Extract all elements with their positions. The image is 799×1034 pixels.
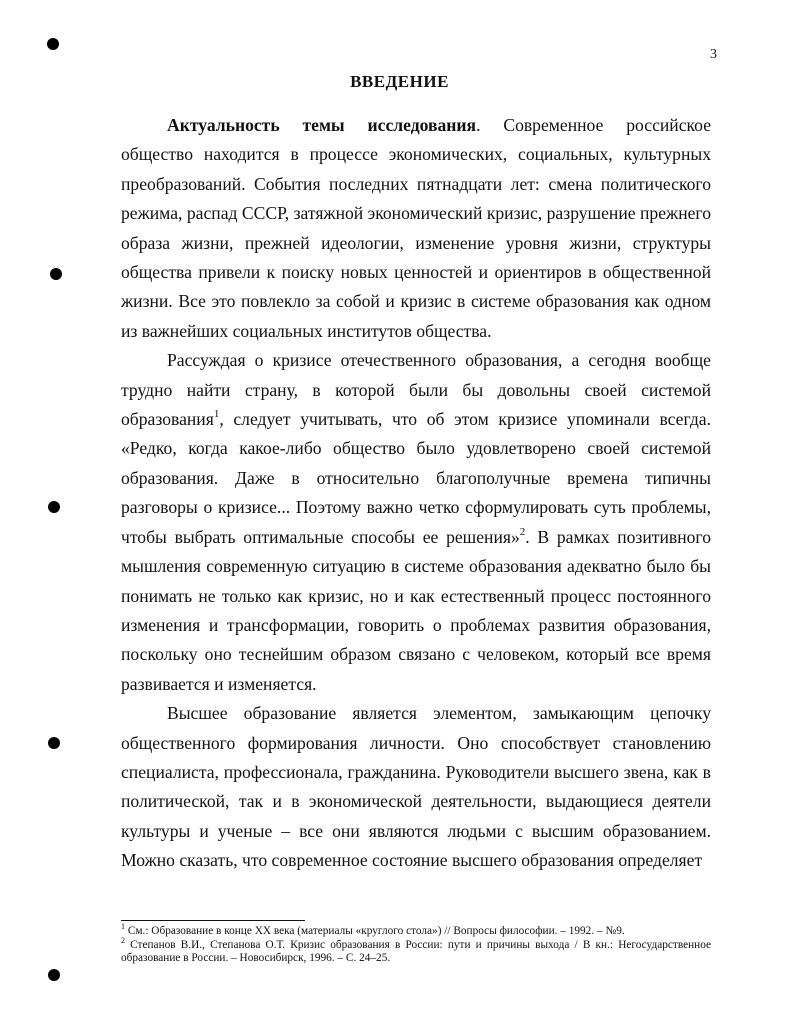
punch-hole-5: [48, 969, 60, 981]
punch-hole-1: [47, 38, 59, 50]
paragraph-text: . Современное российское общество находится в процессе экономических, социальных, культурных преобразований. События последних пятнадцати лет: смена политического режима, распад СССР, затяжной экономический кризис, разрушение прежнего образа жизни, прежней идеологии, изменение уровня жизни, структуры общества привели к поиску новых ценностей и ориентиров в общественной жизни. Все это повлекло за собой и кризис в системе образования как одном из важнейших социальных институтов общества.: [121, 115, 711, 341]
footnote-2: [121, 935, 711, 966]
paragraph-higher-education: [121, 699, 711, 875]
footnote-divider: [121, 920, 305, 921]
punch-hole-4: [48, 737, 60, 749]
paragraph-text: Высшее образование является элементом, замыкающим цепочку общественного формирования личности. Оно способствует становлению специалиста, профессионала, гражданина. Руководители высшего звена, как в политической, так и в экономической деятельности, выдающиеся деятели культуры и ученые – все они являются людьми с высшим образованием. Можно сказать, что современное состояние высшего образования определяет: [121, 703, 711, 871]
main-text: [121, 111, 711, 876]
footnote-ref-2[interactable]: 2: [519, 525, 526, 538]
paragraph-relevance: [121, 111, 711, 346]
paragraph-text: . В рамках позитивного мышления современную ситуацию в системе образования адекватно было бы понимать не только как кризис, но и как естественный процесс постоянного изменения и трансформации, говорить о проблемах развития образования, поскольку оно теснейшим образом связано с человеком, который все время развивается и изменяется.: [121, 526, 711, 694]
paragraph-text: Рассуждая о кризисе отечественного образования, а сегодня вообще трудно найти страну, в которой были бы довольны своей системой образования: [121, 350, 711, 430]
page-number: 3: [710, 47, 717, 62]
footnote-1: [121, 922, 711, 939]
footnote-marker: 2: [121, 935, 125, 945]
footnote-text: См.: Образование в конце XX века (материалы «круглого стола») // Вопросы философии. – 1992. – №9.: [125, 925, 625, 937]
footnote-text: Степанов В.И., Степанова О.Т. Кризис образования в России: пути и причины выхода / В кн.: Негосударственное образование в России. – Новосибирск, 1996. – С. 24–25.: [121, 938, 711, 964]
punch-hole-3: [48, 501, 60, 513]
relevance-heading: Актуальность темы исследования: [167, 115, 477, 135]
paragraph-text: , следует учитывать, что об этом кризисе упоминали всегда. «Редко, когда какое-либо общество было удовлетворено своей системой образования. Даже в относительно благополучные времена типичны разговоры о кризисе... Поэтому важно четко сформулировать суть проблемы, чтобы выбрать оптимальные способы ее решения»: [121, 409, 711, 547]
punch-hole-2: [50, 268, 62, 280]
paragraph-crisis: [121, 346, 711, 699]
footnote-ref-1[interactable]: 1: [213, 408, 220, 421]
page-title: ВВЕДЕНИЕ: [350, 72, 449, 91]
footnotes: [121, 922, 711, 966]
footnote-marker: 1: [121, 922, 125, 932]
